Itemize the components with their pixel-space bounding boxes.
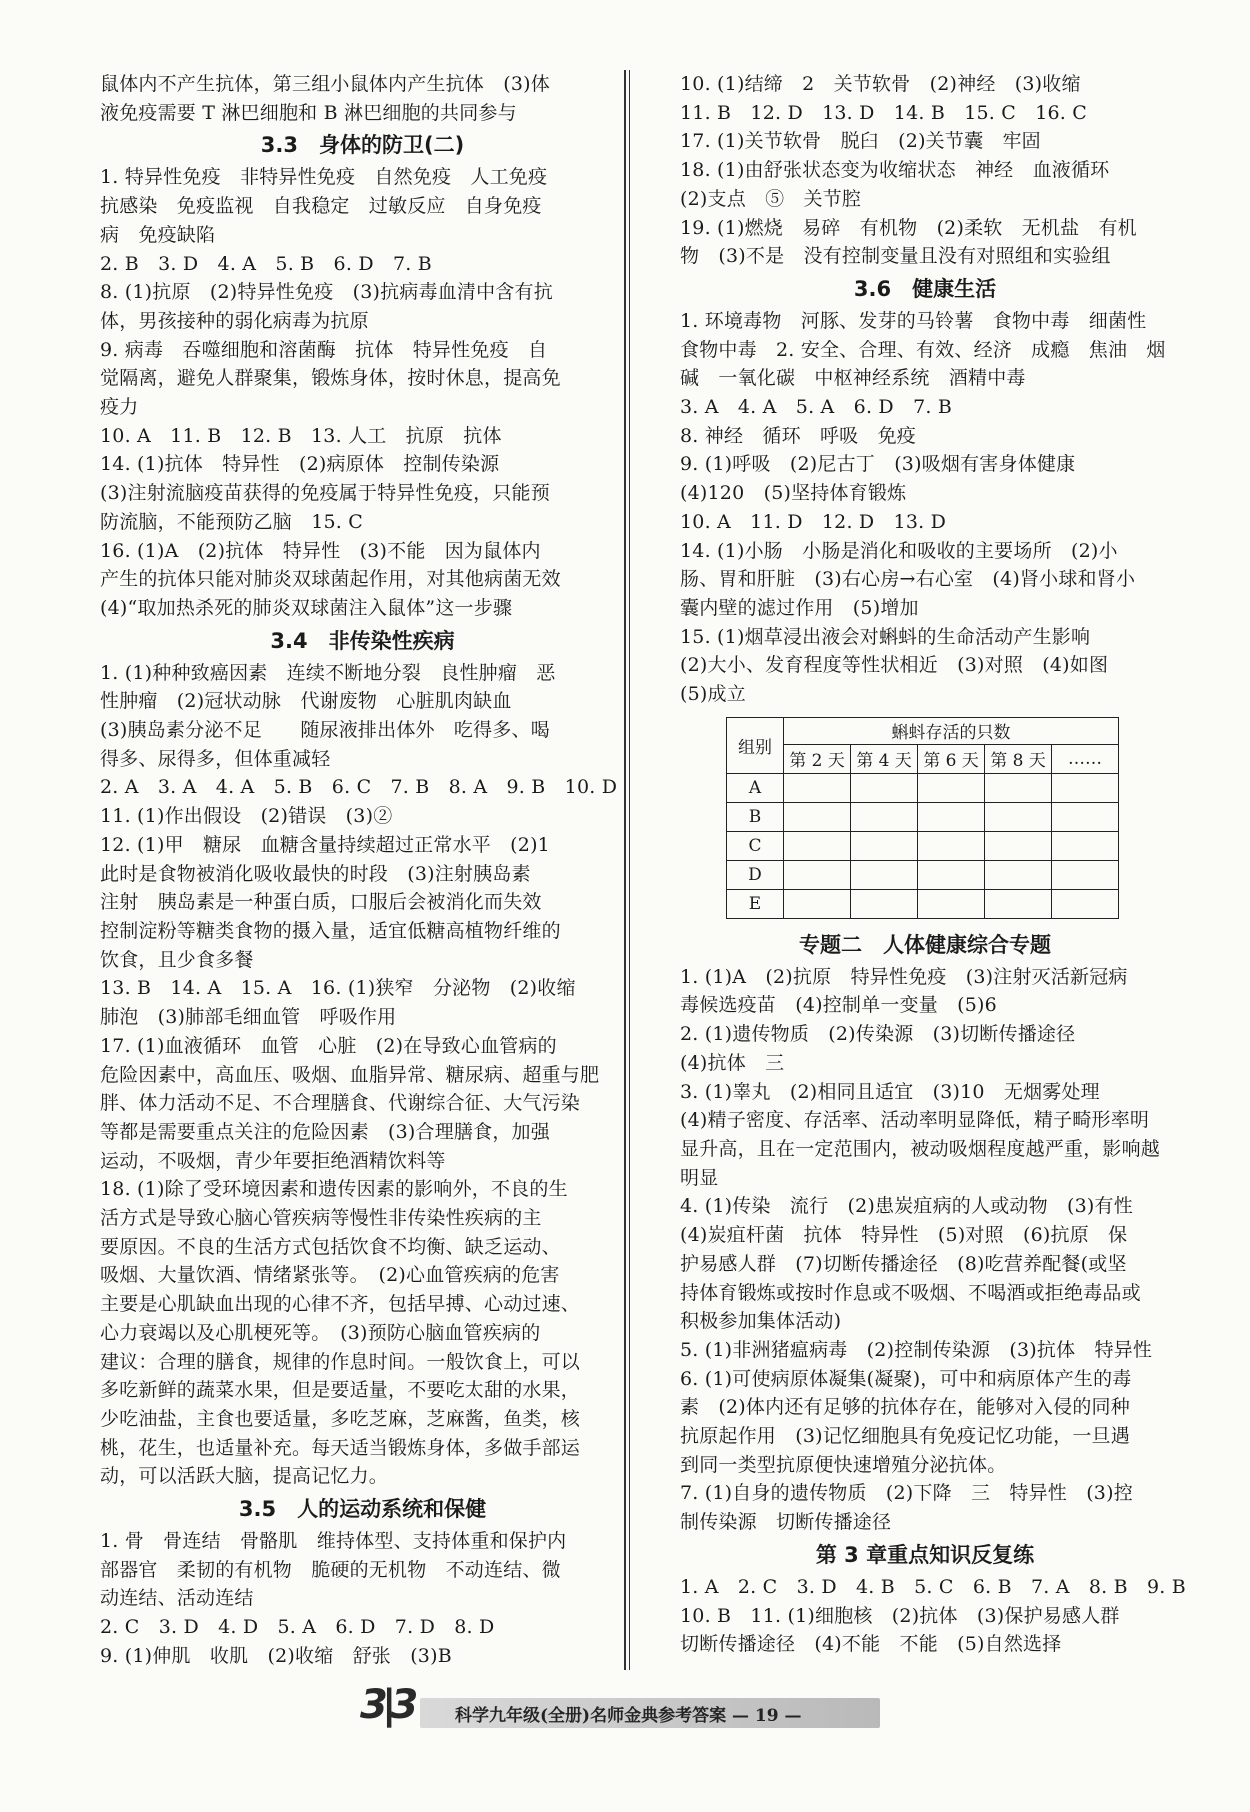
answer-line: 防流脑，不能预防乙脑 15. C (100, 510, 363, 533)
table-day-header: 第 6 天 (918, 744, 985, 773)
table-row (727, 802, 1119, 831)
answer-line: 产生的抗体只能对肺炎双球菌起作用，对其他病菌无效 (100, 568, 561, 591)
table-cell (985, 860, 1052, 889)
answer-line: 11. (1)作出假设 (2)错误 (3)② (100, 805, 393, 828)
answer-line: 3. A 4. A 5. A 6. D 7. B (680, 396, 952, 419)
answer-line: 13. B 14. A 15. A 16. (1)狭窄 分泌物 (2)收缩 (100, 977, 576, 1000)
answer-line: 14. (1)小肠 小肠是消化和吸收的主要场所 (2)小 (680, 539, 1118, 562)
answer-line: 1. 骨 骨连结 骨骼肌 维持体型、支持体重和保护内 (100, 1530, 567, 1553)
answer-line: 持体育锻炼或按时作息或不吸烟、不喝酒或拒绝毒品或 (680, 1281, 1141, 1304)
answer-line: 疫力 (100, 396, 139, 419)
section-heading: 专题二 人体健康综合专题 (799, 932, 1051, 957)
answer-line: 运动，不吸烟，青少年要拒绝酒精饮料等 (100, 1149, 446, 1172)
answer-line: 食物中毒 2. 安全、合理、有效、经济 成瘾 焦油 烟 (680, 338, 1166, 361)
answer-line: 18. (1)除了受环境因素和遗传因素的影响外，不良的生 (100, 1178, 568, 1201)
table-cell (918, 802, 985, 831)
answer-line: 1. A 2. C 3. D 4. B 5. C 6. B 7. A 8. B 9. B (680, 1575, 1186, 1598)
table-cell (985, 773, 1052, 802)
answer-line: 17. (1)血液循环 血管 心脏 (2)在导致心血管病的 (100, 1034, 557, 1057)
answer-line: 9. (1)呼吸 (2)尼古丁 (3)吸烟有害身体健康 (680, 453, 1076, 476)
answer-line: 10. A 11. B 12. B 13. 人工 抗原 抗体 (100, 424, 502, 447)
table-cell (784, 802, 851, 831)
answer-line: 注射 胰岛素是一种蛋白质，口服后会被消化而失效 (100, 891, 542, 914)
answer-line: 觉隔离，避免人群聚集，锻炼身体，按时休息，提高免 (100, 367, 561, 390)
answer-line: 9. 病毒 吞噬细胞和溶菌酶 抗体 特异性免疫 自 (100, 338, 548, 361)
answer-line: 护易感人群 (7)切断传播途径 (8)吃营养配餐(或坚 (680, 1252, 1127, 1275)
answer-line: 4. (1)传染 流行 (2)患炭疽病的人或动物 (3)有性 (680, 1195, 1133, 1218)
answer-line: 显升高，且在一定范围内，被动吸烟程度越严重，影响越 (680, 1137, 1161, 1160)
answer-line: 体，男孩接种的弱化病毒为抗原 (100, 309, 369, 332)
answer-line: 1. 特异性免疫 非特异性免疫 自然免疫 人工免疫 (100, 166, 548, 189)
answer-line: (4)抗体 三 (680, 1051, 785, 1074)
answer-line: 8. 神经 循环 呼吸 免疫 (680, 424, 916, 447)
answer-line: 鼠体内不产生抗体，第三组小鼠体内产生抗体 (3)体 (100, 73, 550, 95)
table-day-header: 第 4 天 (851, 744, 918, 773)
table-cell (1052, 773, 1119, 802)
tadpole-survival-table (726, 717, 1119, 919)
table-corner-header: 组别 (727, 717, 784, 773)
answer-line: 16. (1)A (2)抗体 特异性 (3)不能 因为鼠体内 (100, 539, 541, 562)
answer-line: 1. (1)种种致癌因素 连续不断地分裂 良性肿瘤 恶 (100, 661, 556, 684)
right-top-block (680, 70, 1170, 709)
table-cell (1052, 889, 1119, 918)
table-row-label: A (727, 773, 784, 802)
answer-line: 明显 (680, 1166, 719, 1189)
answer-line: (5)成立 (680, 683, 746, 706)
answer-line: 要原因。不良的生活方式包括饮食不均衡、缺乏运动、 (100, 1235, 561, 1258)
section-heading: 3.6 健康生活 (853, 276, 997, 301)
table-cell (985, 889, 1052, 918)
answer-line: 胖、体力活动不足、不合理膳食、代谢综合征、大气污染 (100, 1092, 581, 1115)
table-cell (985, 831, 1052, 860)
answer-line: 1. 环境毒物 河豚、发芽的马铃薯 食物中毒 细菌性 (680, 309, 1147, 332)
answer-line: 2. (1)遗传物质 (2)传染源 (3)切断传播途径 (680, 1023, 1076, 1046)
answer-line: 控制淀粉等糖类食物的摄入量，适宜低糖高植物纤维的 (100, 919, 561, 942)
answer-line: 12. (1)甲 糖尿 血糖含量持续超过正常水平 (2)1 (100, 833, 550, 856)
answer-line: (2)大小、发育程度等性状相近 (3)对照 (4)如图 (680, 654, 1109, 677)
answer-line: 动，可以活跃大脑，提高记忆力。 (100, 1465, 389, 1488)
answer-line: 2. C 3. D 4. D 5. A 6. D 7. D 8. D (100, 1616, 495, 1639)
answer-line: 8. (1)抗原 (2)特异性免疫 (3)抗病毒血清中含有抗 (100, 281, 553, 304)
table-cell (918, 773, 985, 802)
table-cell (918, 889, 985, 918)
table-row (727, 860, 1119, 889)
answer-line: 物 (3)不是 没有控制变量且没有对照组和实验组 (680, 245, 1111, 268)
answer-line: 9. (1)伸肌 收肌 (2)收缩 舒张 (3)B (100, 1644, 452, 1667)
page-footer (360, 1680, 920, 1740)
answer-line: 15. (1)烟草浸出液会对蝌蚪的生命活动产生影响 (680, 625, 1091, 648)
table-row-label: E (727, 889, 784, 918)
answer-line: 11. B 12. D 13. D 14. B 15. C 16. C (680, 101, 1088, 124)
table-row (727, 889, 1119, 918)
answer-line: 到同一类型抗原便快速增殖分泌抗体。 (680, 1453, 1007, 1476)
table-cell (851, 889, 918, 918)
answer-line: (3)注射流脑疫苗获得的免疫属于特异性免疫，只能预 (100, 482, 550, 505)
section-heading: 3.4 非传染性疾病 (270, 628, 455, 653)
answer-column-left (100, 70, 625, 1671)
table-cell (1052, 831, 1119, 860)
answer-line: 建议：合理的膳食，规律的作息时间。一般饮食上，可以 (100, 1350, 581, 1373)
answer-line: 18. (1)由舒张状态变为收缩状态 神经 血液循环 (680, 159, 1110, 182)
answer-line: 制传染源 切断传播途径 (680, 1511, 892, 1534)
answer-column-right (680, 70, 1186, 1659)
table-cell (784, 831, 851, 860)
answer-line: (3)胰岛素分泌不足 随尿液排出体外 吃得多、喝 (100, 719, 550, 742)
answer-line: 主要是心肌缺血出现的心律不齐，包括早搏、心动过速、 (100, 1293, 581, 1316)
answer-line: 2. B 3. D 4. A 5. B 6. D 7. B (100, 252, 432, 275)
table-day-header: …… (1052, 744, 1119, 773)
answer-line: 积极参加集体活动) (680, 1310, 842, 1333)
answer-line: 此时是食物被消化吸收最快的时段 (3)注射胰岛素 (100, 862, 531, 885)
table-cell (851, 773, 918, 802)
answer-line: 肠、胃和肝脏 (3)右心房→右心室 (4)肾小球和肾小 (680, 568, 1136, 591)
answer-line: 囊内壁的滤过作用 (5)增加 (680, 596, 919, 619)
answer-line: (2)支点 ⑤ 关节腔 (680, 187, 862, 210)
table-cell (1052, 860, 1119, 889)
table-day-header: 第 8 天 (985, 744, 1052, 773)
tadpole-table-wrap (726, 717, 1170, 919)
answer-line: 心力衰竭以及心肌梗死等。 (3)预防心脑血管疾病的 (100, 1321, 541, 1344)
table-day-header: 第 2 天 (784, 744, 851, 773)
answer-line: 少吃油盐，主食也要适量，多吃芝麻，芝麻酱，鱼类，核 (100, 1407, 581, 1430)
answer-line: (4)炭疽杆菌 抗体 特异性 (5)对照 (6)抗原 保 (680, 1224, 1128, 1247)
table-cell (784, 773, 851, 802)
answer-line: 5. (1)非洲猪瘟病毒 (2)控制传染源 (3)抗体 特异性 (680, 1338, 1153, 1361)
answer-line: 素 (2)体内还有足够的抗体存在，能够对入侵的同种 (680, 1396, 1130, 1419)
answer-line: 肺泡 (3)肺部毛细血管 呼吸作用 (100, 1006, 397, 1029)
answer-line: 动连结、活动连结 (100, 1587, 254, 1610)
answer-line: 桃，花生，也适量补充。每天适当锻炼身体，多做手部运 (100, 1436, 581, 1459)
answer-line: 10. (1)结缔 2 关节软骨 (2)神经 (3)收缩 (680, 73, 1081, 95)
table-row-label: B (727, 802, 784, 831)
answer-line: 得多、尿得多，但体重减轻 (100, 747, 331, 770)
table-row-label: D (727, 860, 784, 889)
answer-line: 切断传播途径 (4)不能 不能 (5)自然选择 (680, 1633, 1062, 1656)
answer-line: 19. (1)燃烧 易碎 有机物 (2)柔软 无机盐 有机 (680, 216, 1137, 239)
answer-line: 危险因素中，高血压、吸烟、血脂异常、糖尿病、超重与肥 (100, 1063, 600, 1086)
answer-line: 液免疫需要 T 淋巴细胞和 B 淋巴细胞的共同参与 (100, 101, 517, 124)
right-bottom-block (680, 927, 1186, 1659)
answer-line: (4)120 (5)坚持体育锻炼 (680, 482, 907, 505)
answer-line: 碱 一氧化碳 中枢神经系统 酒精中毒 (680, 367, 1026, 390)
answer-line: 7. (1)自身的遗传物质 (2)下降 三 特异性 (3)控 (680, 1482, 1133, 1505)
answer-line: 性肿瘤 (2)冠状动脉 代谢废物 心脏肌肉缺血 (100, 690, 512, 713)
answer-line: 14. (1)抗体 特异性 (2)病原体 控制传染源 (100, 453, 500, 476)
publisher-logo: 3|3 (360, 1682, 413, 1728)
table-cell (851, 802, 918, 831)
answer-line: 抗原起作用 (3)记忆细胞具有免疫记忆功能，一旦遇 (680, 1425, 1130, 1448)
answer-line: 部器官 柔韧的有机物 脆硬的无机物 不动连结、微 (100, 1558, 561, 1581)
section-heading: 第 3 章重点知识反复练 (815, 1542, 1035, 1567)
table-cell (918, 860, 985, 889)
table-cell (851, 860, 918, 889)
answer-line: 活方式是导致心脑心管疾病等慢性非传染性疾病的主 (100, 1207, 542, 1230)
table-span-header: 蝌蚪存活的只数 (784, 717, 1119, 744)
answer-line: 抗感染 免疫监视 自我稳定 过敏反应 自身免疫 (100, 195, 542, 218)
footer-text: 科学九年级(全册)名师金典参考答案 — 19 — (455, 1706, 802, 1726)
answer-line: 多吃新鲜的蔬菜水果，但是要适量，不要吃太甜的水果， (100, 1379, 581, 1402)
section-heading: 3.5 人的运动系统和保健 (238, 1497, 487, 1522)
table-cell (784, 889, 851, 918)
table-cell (1052, 802, 1119, 831)
table-cell (918, 831, 985, 860)
table-row-label: C (727, 831, 784, 860)
answer-line: 毒候选疫苗 (4)控制单一变量 (5)6 (680, 994, 997, 1017)
table-row (727, 773, 1119, 802)
table-cell (851, 831, 918, 860)
answer-line: (4)精子密度、存活率、活动率明显降低，精子畸形率明 (680, 1109, 1150, 1132)
answer-line: 10. B 11. (1)细胞核 (2)抗体 (3)保护易感人群 (680, 1604, 1120, 1627)
answer-line: 饮食，且少食多餐 (100, 948, 254, 971)
table-row (727, 831, 1119, 860)
section-heading: 3.3 身体的防卫(二) (260, 133, 465, 158)
table-cell (784, 860, 851, 889)
answer-line: 吸烟、大量饮酒、情绪紧张等。 (2)心血管疾病的危害 (100, 1264, 560, 1287)
answer-line: 10. A 11. D 12. D 13. D (680, 510, 947, 533)
answer-line: 等都是需要重点关注的危险因素 (3)合理膳食，加强 (100, 1120, 550, 1143)
answer-line: 6. (1)可使病原体凝集(凝聚)，可中和病原体产生的毒 (680, 1367, 1132, 1390)
answer-line: 2. A 3. A 4. A 5. B 6. C 7. B 8. A 9. B 10. D (100, 776, 618, 799)
table-cell (985, 802, 1052, 831)
answer-line: (4)“取加热杀死的肺炎双球菌注入鼠体”这一步骤 (100, 596, 513, 619)
answer-line: 17. (1)关节软骨 脱臼 (2)关节囊 牢固 (680, 130, 1041, 153)
answer-line: 3. (1)睾丸 (2)相同且适宜 (3)10 无烟雾处理 (680, 1080, 1100, 1103)
answer-line: 病 免疫缺陷 (100, 223, 216, 246)
answer-line: 1. (1)A (2)抗原 特异性免疫 (3)注射灭活新冠病 (680, 965, 1128, 988)
